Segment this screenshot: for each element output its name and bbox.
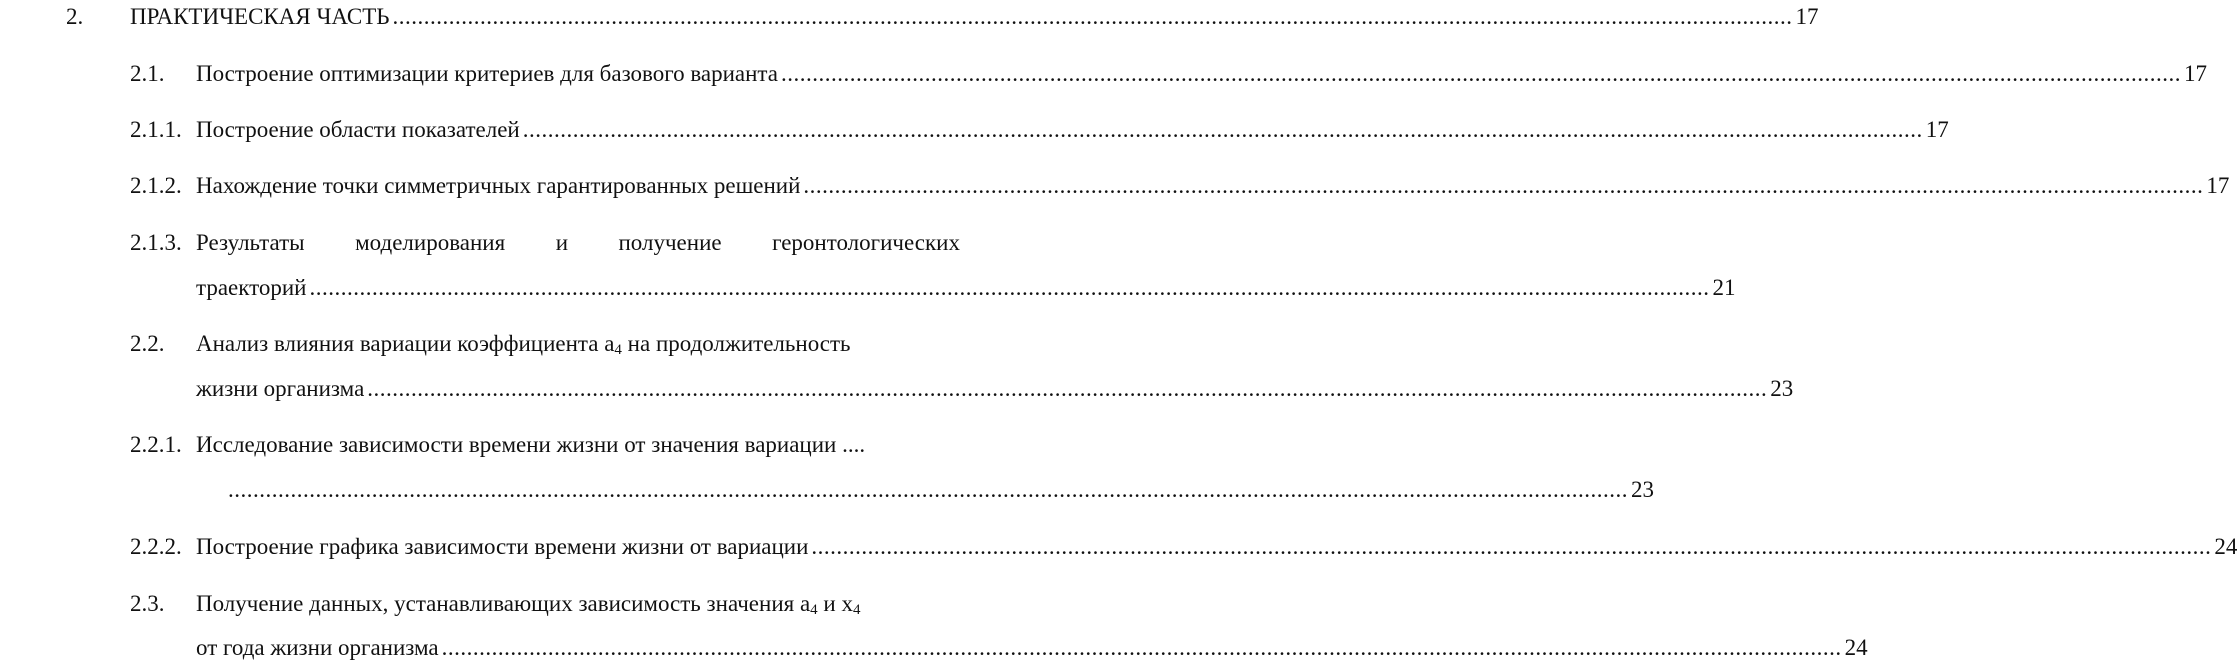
toc-page-number: 24: [2214, 534, 2237, 559]
toc-leader-dots: ................................................................................................................................................................................................................................: [309, 275, 1710, 300]
toc-number: 2.2.: [130, 331, 165, 356]
toc-leader-dots: ................................................................................................................................................................................................................................: [441, 635, 1842, 660]
toc-entry-2-3-cont[interactable]: [0, 633, 1868, 663]
toc-leader-dots: ................................................................................................................................................................................................................................: [392, 4, 1793, 29]
toc-title-word: и: [555, 230, 568, 255]
toc-entry-2-2[interactable]: [0, 329, 1000, 359]
toc-title: Построение области показателей: [196, 117, 520, 142]
toc-title-line1: [196, 589, 960, 622]
toc-page-number: 17: [2183, 61, 2207, 86]
toc-page-number: 23: [1631, 477, 1654, 502]
toc-title: Построение графика зависимости времени жизни от вариации: [196, 534, 809, 559]
toc-title: Построение оптимизации критериев для базового варианта: [196, 61, 778, 86]
toc-entry-2-2-1-cont[interactable]: [0, 475, 1654, 505]
toc-title: траекторий: [196, 275, 307, 300]
toc-entry-2-1-1[interactable]: [0, 115, 1949, 145]
toc-leader-dots: ................................................................................................................................................................................................................................: [803, 173, 2204, 198]
toc-leader-dots: ................................................................................................................................................................................................................................: [811, 534, 2212, 559]
toc-title-line1: [196, 228, 960, 258]
toc-page-number: 17: [1795, 4, 1819, 29]
subscript: 4: [614, 342, 622, 358]
toc-title: от года жизни организма: [196, 635, 439, 660]
toc-title-word: Результаты: [196, 230, 305, 255]
toc-page-number: 24: [1844, 635, 1868, 660]
toc-leader-dots: ................................................................................................................................................................................................................................: [228, 477, 1628, 502]
toc-page-number: 23: [1770, 376, 1794, 401]
toc-number: 2.2.1.: [130, 432, 182, 457]
subscript: 4: [852, 602, 861, 618]
toc-entry-2-1-3-cont[interactable]: [0, 273, 1736, 303]
toc-entry-2[interactable]: [0, 2, 1819, 32]
subscript: 4: [810, 602, 818, 618]
toc-title-word: моделирования: [355, 230, 506, 255]
toc-entry-2-2-1[interactable]: [0, 430, 1000, 460]
toc-title: Исследование зависимости времени жизни от значения вариации ....: [196, 432, 866, 457]
toc-title: Нахождение точки симметричных гарантированных решений: [196, 173, 801, 198]
toc-number: 2.1.: [130, 61, 165, 86]
toc-page-number: 17: [2206, 173, 2230, 198]
toc-entry-2-3[interactable]: [0, 589, 1000, 619]
toc-leader-dots: ................................................................................................................................................................................................................................: [367, 376, 1768, 401]
toc-title: жизни организма: [196, 376, 365, 401]
toc-title: ПРАКТИЧЕСКАЯ ЧАСТЬ: [130, 4, 390, 29]
toc-entry-2-1-3[interactable]: [0, 228, 1000, 258]
toc-title-part: Анализ влияния вариации коэффициента а4 на продолжительность: [196, 331, 851, 358]
toc-title-word: получение: [618, 230, 722, 255]
toc-entry-2-2-2[interactable]: [0, 532, 2237, 562]
toc-page-number: 21: [1712, 275, 1736, 300]
toc-number: 2.: [66, 4, 84, 29]
toc-leader-dots: ................................................................................................................................................................................................................................: [522, 117, 1923, 142]
toc-leader-dots: ................................................................................................................................................................................................................................: [780, 61, 2181, 86]
toc-page-number: 17: [1925, 117, 1949, 142]
toc-number: 2.3.: [130, 591, 165, 616]
toc-entry-2-1[interactable]: [0, 59, 2207, 89]
toc-entry-2-1-2[interactable]: [0, 171, 2230, 201]
toc-title-word: геронтологических: [772, 230, 960, 255]
toc-title-part: Получение данных, устанавливающих зависимость значения а4 и x4: [196, 591, 861, 618]
toc-number: 2.1.3.: [130, 230, 182, 255]
toc-number: 2.1.2.: [130, 173, 182, 198]
toc-entry-2-2-cont[interactable]: [0, 374, 1794, 404]
toc-title-line1: [196, 329, 960, 362]
toc-number: 2.1.1.: [130, 117, 182, 142]
toc-number: 2.2.2.: [130, 534, 182, 559]
